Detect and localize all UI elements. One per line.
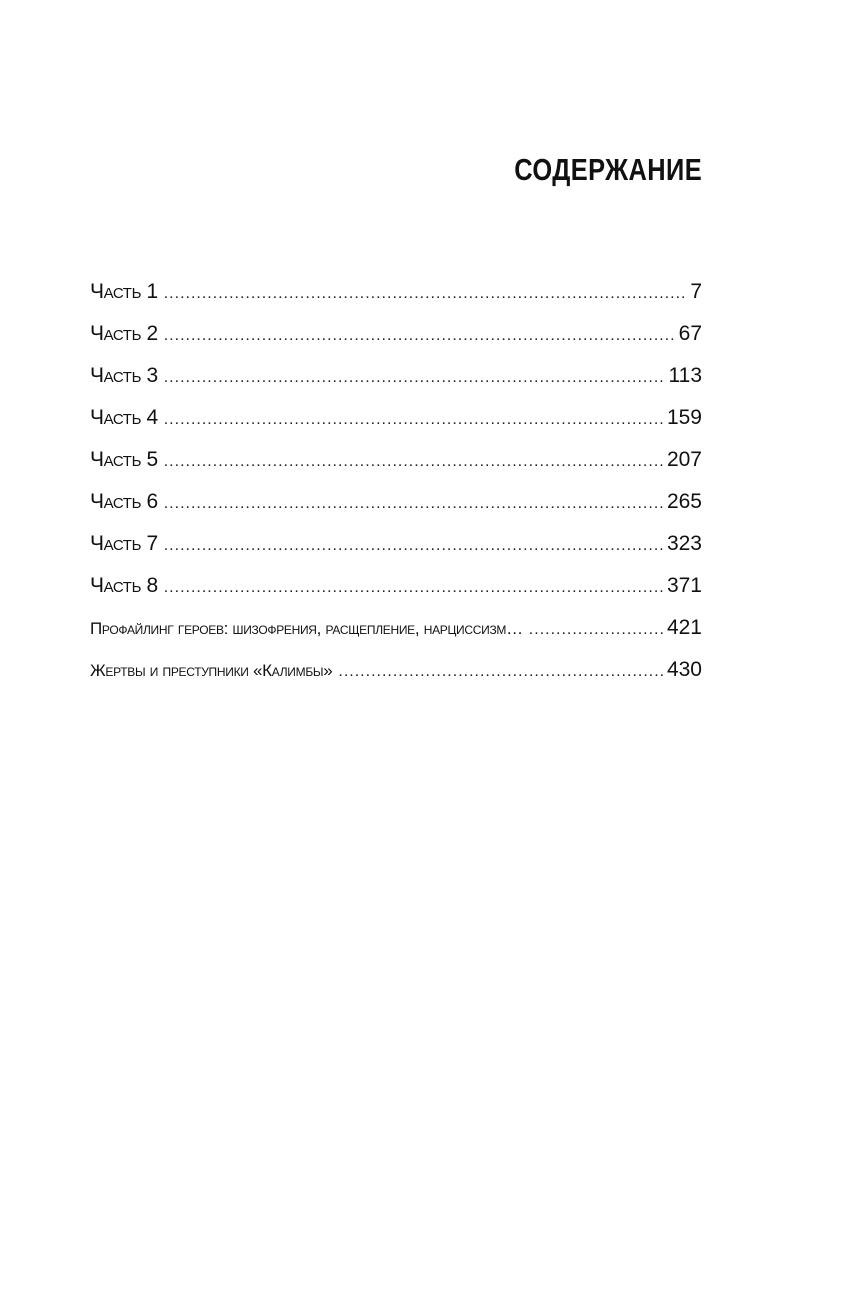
dot-leader — [164, 322, 676, 350]
toc-entry-page: 207 — [666, 448, 702, 471]
toc-entry-profiling[interactable] — [90, 614, 702, 656]
dot-leader — [529, 616, 664, 644]
toc-entry-label: Часть 2 — [90, 322, 158, 345]
toc-entry-label: Жертвы и преступники «Калимбы» — [90, 661, 333, 680]
toc-entry-label: Часть 3 — [90, 364, 158, 387]
dot-leader — [164, 364, 666, 392]
toc-entry-page: 323 — [666, 532, 702, 555]
dot-leader — [164, 532, 664, 560]
toc-entry-page: 159 — [666, 406, 702, 429]
dot-leader — [164, 448, 664, 476]
toc-entry-label: Часть 4 — [90, 406, 158, 429]
toc-title: СОДЕРЖАНИЕ — [514, 152, 702, 187]
dot-leader — [338, 658, 664, 686]
toc-entry-page: 7 — [690, 280, 702, 303]
toc-entry-part-1[interactable] — [90, 278, 702, 320]
toc-entry-label: Часть 8 — [90, 574, 158, 597]
toc-entry-page: 67 — [678, 322, 702, 345]
toc-entry-page: 265 — [666, 490, 702, 513]
toc-entry-part-8[interactable] — [90, 572, 702, 614]
toc-entry-label: Часть 6 — [90, 490, 158, 513]
dot-leader — [164, 574, 664, 602]
toc-entry-part-6[interactable] — [90, 488, 702, 530]
toc-entry-page: 421 — [666, 616, 702, 639]
dot-leader — [164, 280, 688, 308]
toc-entry-victims[interactable] — [90, 656, 702, 698]
toc-entry-page: 430 — [666, 658, 702, 681]
dot-leader — [164, 490, 664, 518]
toc-entry-part-2[interactable] — [90, 320, 702, 362]
toc-entry-part-4[interactable] — [90, 404, 702, 446]
toc-entry-label: Часть 1 — [90, 280, 158, 303]
toc-entry-page: 113 — [668, 364, 702, 387]
toc-entry-label: Часть 5 — [90, 448, 158, 471]
toc-list — [90, 278, 702, 698]
toc-entry-part-5[interactable] — [90, 446, 702, 488]
dot-leader — [164, 406, 664, 434]
toc-entry-part-7[interactable] — [90, 530, 702, 572]
toc-entry-label: Часть 7 — [90, 532, 158, 555]
toc-entry-page: 371 — [666, 574, 702, 597]
toc-entry-label: Профайлинг героев: шизофрения, расщепление, нарциссизм… — [90, 619, 523, 638]
toc-entry-part-3[interactable] — [90, 362, 702, 404]
